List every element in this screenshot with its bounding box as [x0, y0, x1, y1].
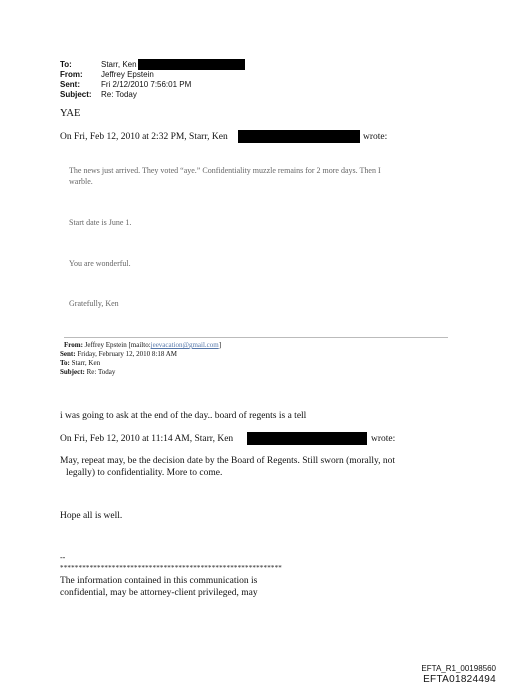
quote-paragraph: May, repeat may, be the decision date by the Board of Regents. Still sworn (morally, not: [60, 456, 396, 466]
subject-label: Subject:: [60, 90, 92, 99]
quote-intro: On Fri, Feb 12, 2010 at 2:32 PM, Starr, Ken: [60, 132, 228, 142]
sent-label: Sent:: [60, 80, 80, 89]
quote-intro: On Fri, Feb 12, 2010 at 11:14 AM, Starr, Ken: [60, 434, 234, 444]
inner-from-value: Jeffrey Epstein [mailto:: [84, 341, 151, 349]
from-label: From:: [60, 70, 83, 79]
sent-value: Fri 2/12/2010 7:56:01 PM: [101, 80, 192, 89]
quote-paragraph: Start date is June 1.: [69, 218, 132, 227]
inner-sent-line: [60, 350, 177, 358]
quote-paragraph: legally) to confidentiality. More to come.: [66, 468, 223, 478]
redaction-bar: [138, 59, 245, 70]
inner-sent-value: Friday, February 12, 2010 8:18 AM: [77, 350, 177, 358]
doc-id-large: EFTA01824494: [423, 674, 496, 685]
quote-paragraph: The news just arrived. They voted “aye.” Confidentiality muzzle remains for 2 more days. Then I: [69, 166, 381, 175]
disclaimer-text: The information contained in this communication is: [60, 576, 258, 586]
divider: [64, 337, 448, 338]
inner-sent-label: Sent:: [60, 350, 76, 358]
quote-paragraph: warble.: [69, 177, 93, 186]
inner-from-label: From:: [64, 341, 83, 349]
to-value: Starr, Ken: [101, 60, 137, 69]
subject-value: Re: Today: [101, 90, 137, 99]
inner-subject-value: Re: Today: [86, 368, 116, 376]
signature-dash: --: [60, 553, 66, 562]
inner-from-line: [64, 341, 221, 349]
inner-from-close: ]: [218, 341, 222, 349]
from-value: Jeffrey Epstein: [101, 70, 154, 79]
redaction-bar: [238, 130, 360, 143]
doc-id-small: EFTA_R1_00198560: [421, 664, 496, 673]
quote-signature: Gratefully, Ken: [69, 299, 119, 308]
quote-intro-suffix: wrote:: [371, 434, 396, 444]
redaction-bar: [247, 432, 367, 445]
reply-text: YAE: [60, 108, 81, 119]
quote-paragraph: You are wonderful.: [69, 259, 131, 268]
inner-to-value: Starr, Ken: [71, 359, 101, 367]
inner-to-label: To:: [60, 359, 70, 367]
to-label: To:: [60, 60, 72, 69]
quote-paragraph: Hope all is well.: [60, 511, 123, 521]
quote-intro-suffix: wrote:: [363, 132, 388, 142]
inner-subject-label: Subject:: [60, 368, 85, 376]
separator-stars: ************************************************************: [60, 564, 282, 572]
email-link[interactable]: jeevacation@gmail.com: [150, 341, 219, 349]
disclaimer-text: confidential, may be attorney-client privileged, may: [60, 588, 258, 598]
reply-text: i was going to ask at the end of the day.. board of regents is a tell: [60, 411, 307, 421]
inner-subject-line: [60, 368, 115, 376]
inner-to-line: [60, 359, 100, 367]
